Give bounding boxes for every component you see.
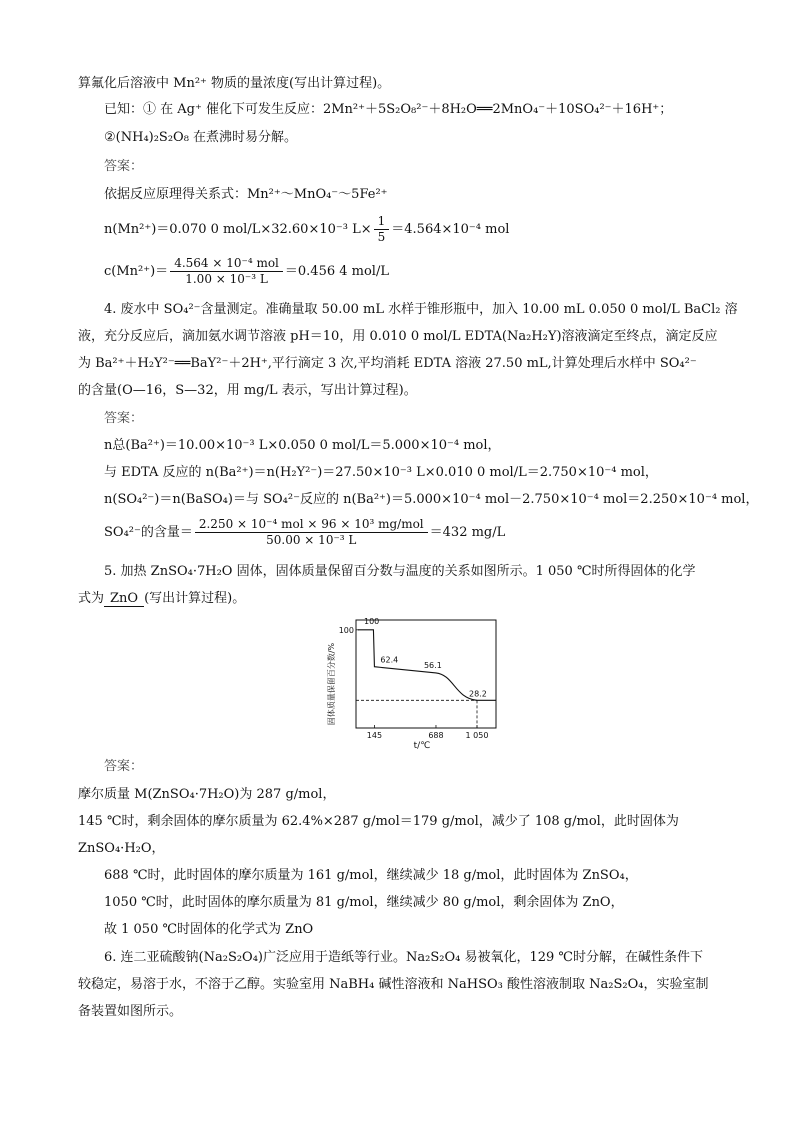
data-label: 28.2 [469, 689, 487, 699]
fraction-denominator: 50.00 × 10⁻³ L [266, 533, 357, 547]
text-line: 688 ℃时，此时固体的摩尔质量为 161 g/mol，继续减少 18 g/mol，此时固体为 ZnSO₄， [104, 868, 638, 883]
text-fragment: (写出计算过程)。 [144, 591, 246, 606]
data-label: 100 [364, 616, 380, 626]
y-axis-label: 固体质量保留百分数/% [327, 642, 336, 726]
x-tick-label: 688 [428, 731, 444, 740]
formula-text: ＝0.456 4 mol/L [284, 264, 389, 279]
fraction-numerator: 4.564 × 10⁻⁴ mol [170, 256, 283, 272]
text-line: 摩尔质量 M(ZnSO₄·7H₂O)为 287 g/mol， [78, 787, 336, 802]
plot-frame [356, 620, 496, 728]
answer-label: 答案： [104, 159, 144, 174]
formula-text: n(Mn²⁺)＝0.070 0 mol/L×32.60×10⁻³ L× [104, 222, 372, 237]
question-line: 的含量(O—16，S—32，用 mg/L 表示，写出计算过程)。 [78, 383, 417, 398]
fraction-numerator: 1 [374, 214, 390, 230]
fraction-numerator: 2.250 × 10⁻⁴ mol × 96 × 10³ mg/mol [195, 517, 428, 533]
text-line: 依据反应原理得关系式：Mn²⁺～MnO₄⁻～5Fe²⁺ [104, 187, 388, 202]
fraction-denominator: 1.00 × 10⁻³ L [185, 272, 268, 286]
formula-line [104, 213, 509, 247]
fraction [170, 256, 283, 287]
text-line: ②(NH₄)₂S₂O₈ 在煮沸时易分解。 [104, 130, 298, 145]
y-tick-label: 100 [338, 625, 354, 635]
question-line: 6. 连二亚硫酸钠(Na₂S₂O₄)广泛应用于造纸等行业。Na₂S₂O₄ 易被氧化，129 ℃时分解，在碱性条件下 [104, 950, 703, 965]
question-line: 备装置如图所示。 [78, 1004, 183, 1019]
answer-label: 答案： [104, 411, 144, 426]
formula-line [104, 516, 505, 550]
formula-text: c(Mn²⁺)＝ [104, 264, 169, 279]
formula-text: ＝4.564×10⁻⁴ mol [391, 222, 510, 237]
question-line: 4. 废水中 SO₄²⁻含量测定。准确量取 50.00 mL 水样于锥形瓶中，加入 10.00 mL 0.050 0 mol/L BaCl₂ 溶 [104, 302, 738, 317]
x-tick-label: 1 050 [465, 731, 489, 740]
x-axis-label: t/℃ [413, 741, 431, 751]
formula-line [104, 255, 389, 289]
formula-text: SO₄²⁻的含量＝ [104, 525, 193, 540]
text-line: 145 ℃时，剩余固体的摩尔质量为 62.4%×287 g/mol＝179 g/mol，减少了 108 g/mol，此时固体为 [78, 814, 679, 829]
question-line: 5. 加热 ZnSO₄·7H₂O 固体，固体质量保留百分数与温度的关系如图所示。1 050 ℃时所得固体的化学 [104, 564, 696, 579]
text-line: 已知：① 在 Ag⁺ 催化下可发生反应：2Mn²⁺＋5S₂O₈²⁻＋8H₂O══2MnO₄⁻＋10SO₄²⁻＋16H⁺； [104, 102, 673, 117]
text-fragment: 式为 [78, 591, 105, 606]
question-line: 液，充分反应后，滴加氨水调节溶液 pH＝10，用 0.010 0 mol/L EDTA(Na₂H₂Y)溶液滴定至终点，滴定反应 [78, 329, 718, 344]
data-label: 62.4 [380, 655, 399, 665]
fraction [374, 214, 390, 245]
formula-text: ＝432 mg/L [429, 525, 506, 540]
answer-blank: ZnO [104, 591, 144, 607]
x-tick-label: 145 [366, 731, 383, 740]
text-line: 故 1 050 ℃时固体的化学式为 ZnO [104, 922, 314, 937]
text-line: 算氟化后溶液中 Mn²⁺ 物质的量浓度(写出计算过程)。 [78, 76, 391, 91]
text-line: ZnSO₄·H₂O， [78, 841, 165, 856]
text-line: n总(Ba²⁺)＝10.00×10⁻³ L×0.050 0 mol/L＝5.000×10⁻⁴ mol， [104, 438, 501, 453]
question-line [78, 590, 245, 608]
fraction [195, 517, 428, 548]
question-line: 较稳定，易溶于水，不溶于乙醇。实验室用 NaBH₄ 碱性溶液和 NaHSO₃ 酸性溶液制取 Na₂S₂O₄，实验室制 [78, 977, 709, 992]
plot-area [339, 617, 496, 740]
text-line: 1050 ℃时，此时固体的摩尔质量为 81 g/mol，继续减少 80 g/mol，剩余固体为 ZnO， [104, 895, 624, 910]
text-line: 与 EDTA 反应的 n(Ba²⁺)＝n(H₂Y²⁻)＝27.50×10⁻³ L×0.010 0 mol/L＝2.750×10⁻⁴ mol， [104, 465, 658, 480]
answer-label: 答案： [104, 759, 144, 774]
text-line: n(SO₄²⁻)＝n(BaSO₄)＝与 SO₄²⁻反应的 n(Ba²⁺)＝5.000×10⁻⁴ mol－2.750×10⁻⁴ mol＝2.250×10⁻⁴ mol， [104, 492, 759, 507]
fraction-denominator: 5 [377, 230, 386, 244]
chart [320, 612, 520, 752]
data-label: 56.1 [423, 660, 442, 670]
question-line: 为 Ba²⁺＋H₂Y²⁻══BaY²⁻＋2H⁺,平行滴定 3 次,平均消耗 EDTA 溶液 27.50 mL,计算处理后水样中 SO₄²⁻ [78, 356, 697, 371]
